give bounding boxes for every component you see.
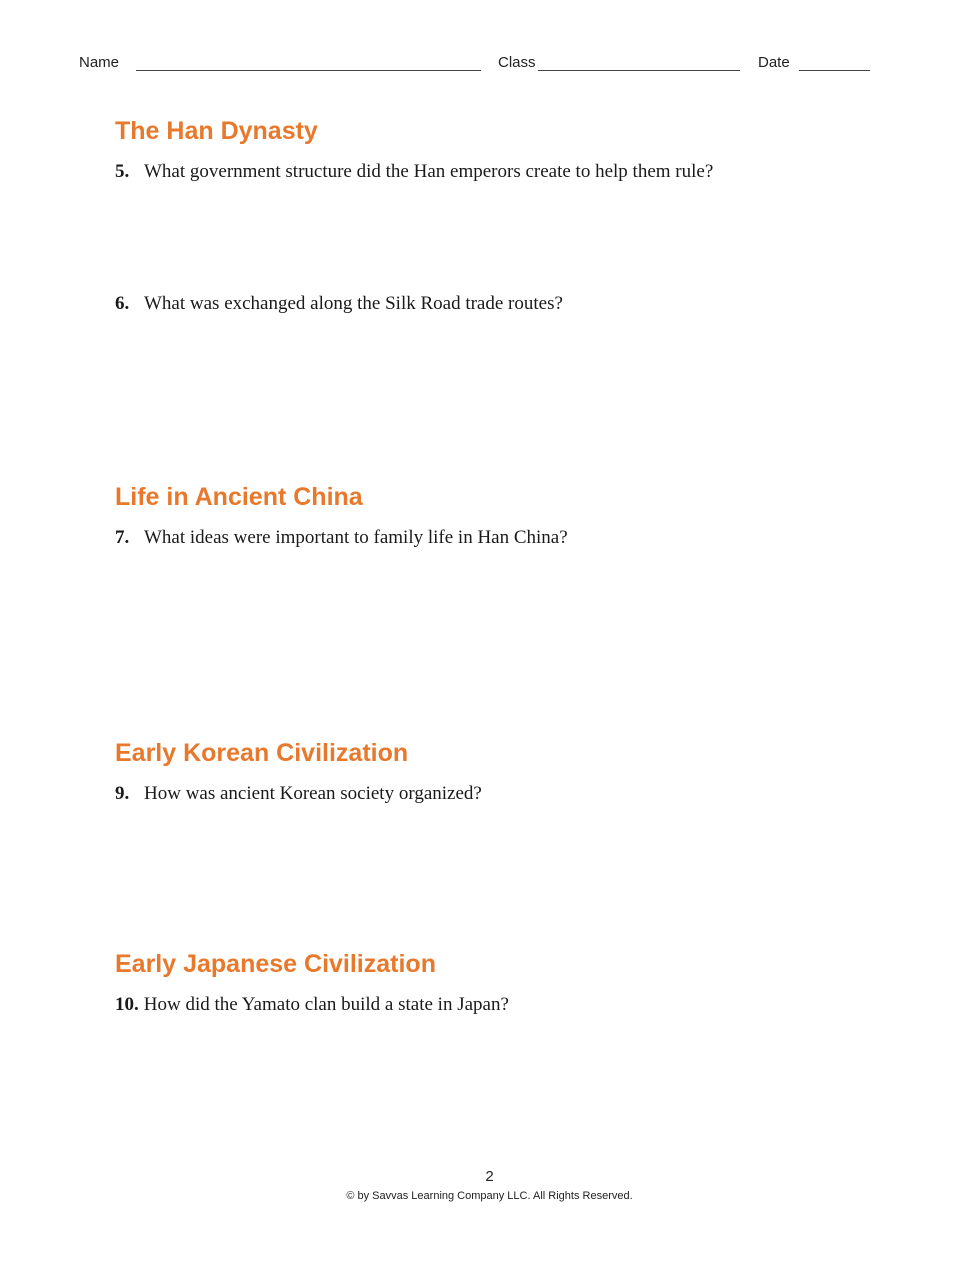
section-title-han-dynasty: The Han Dynasty [115, 117, 318, 145]
section-title-life-in-ancient-china: Life in Ancient China [115, 483, 363, 511]
page-number: 2 [485, 1168, 494, 1185]
question-text: How was ancient Korean society organized? [144, 783, 482, 804]
class-label: Class [498, 54, 536, 71]
copyright-notice: © by Savvas Learning Company LLC. All Rights Reserved. [346, 1190, 633, 1202]
question-number: 10. [115, 994, 139, 1015]
question-text: How did the Yamato clan build a state in Japan? [143, 994, 509, 1015]
question-number: 9. [115, 783, 130, 804]
question-7 [115, 527, 568, 549]
name-label: Name [79, 54, 120, 71]
question-9 [115, 783, 482, 805]
section-title-early-korean-civilization: Early Korean Civilization [115, 739, 409, 767]
date-label: Date [758, 54, 790, 71]
question-6 [115, 293, 563, 315]
question-number: 6. [115, 293, 130, 314]
question-text: What was exchanged along the Silk Road trade routes? [144, 293, 563, 314]
name-blank-line[interactable] [136, 70, 481, 71]
question-number: 5. [115, 161, 130, 182]
question-5 [115, 161, 713, 183]
question-number: 7. [115, 527, 130, 548]
date-blank-line[interactable] [799, 70, 870, 71]
worksheet-header [79, 54, 871, 76]
question-text: What government structure did the Han emperors create to help them rule? [144, 161, 714, 182]
question-text: What ideas were important to family life in Han China? [144, 527, 568, 548]
class-blank-line[interactable] [538, 70, 740, 71]
question-10 [115, 994, 509, 1016]
section-title-early-japanese-civilization: Early Japanese Civilization [115, 950, 436, 978]
